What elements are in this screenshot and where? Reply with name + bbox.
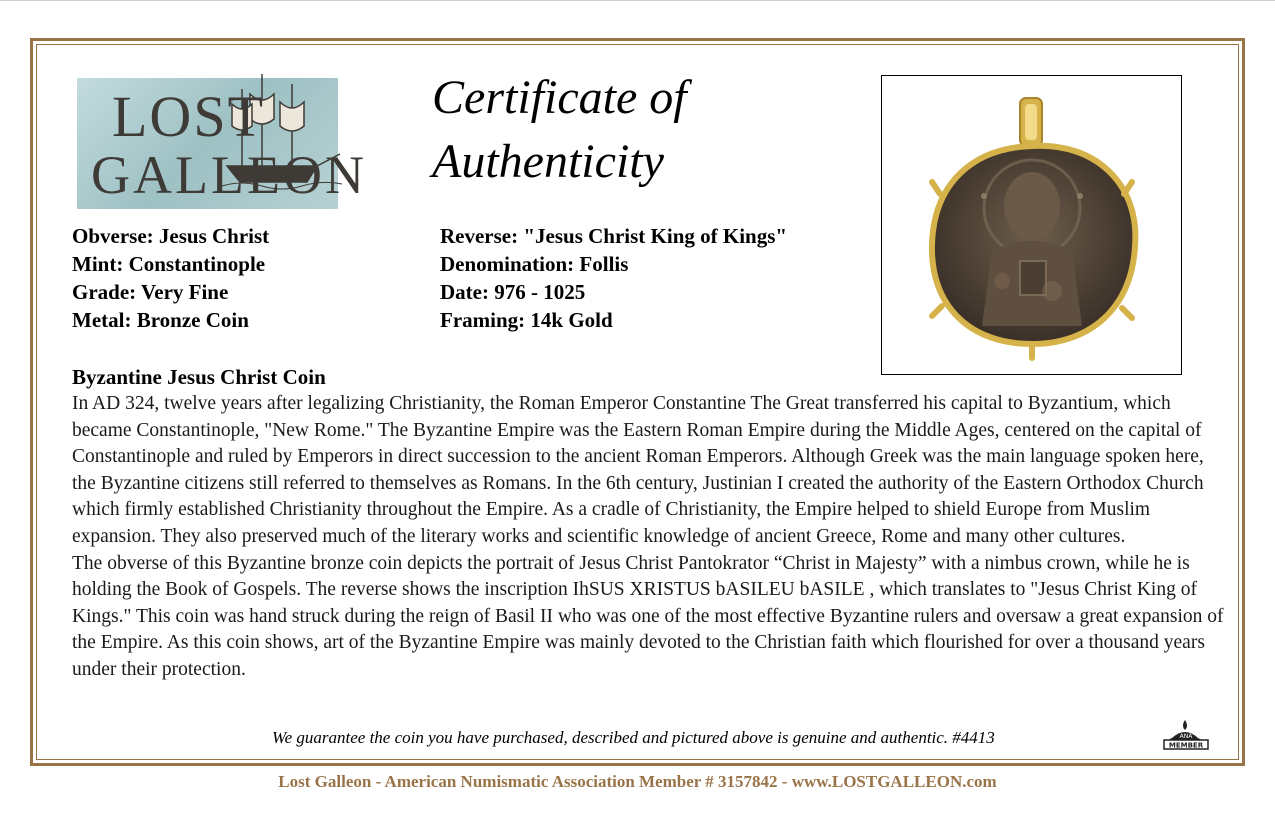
spec-reverse: Reverse: "Jesus Christ King of Kings" (440, 224, 788, 248)
spec-date: Date: 976 - 1025 (440, 280, 586, 304)
spec-obverse: Obverse: Jesus Christ (72, 224, 270, 248)
ana-badge-bottom: MEMBER (1168, 741, 1204, 750)
logo-text-galleon: GALLEON (91, 145, 367, 205)
coin-details-paragraph: The obverse of this Byzantine bronze coin depicts the portrait of Jesus Christ Pantokrator “Christ in Majesty” with a nimbus crown, while he is holding the Book of Gospels. The reverse shows the inscription IhSUS XRISTUS bASILEU bASILE , which translates to "Jesus Christ King of Kings." This coin was hand struck during the reign of Basil II who was one of the most effective Byzantine rulers and oversaw a great expansion of the Empire. As this coin shows, art of the Byzantine Empire was mainly devoted to the Christian faith which flourished for over a thousand years under their protection. (72, 552, 1224, 680)
coin-photo (881, 75, 1182, 375)
description-heading: Byzantine Jesus Christ Coin (72, 365, 326, 389)
ana-member-badge-icon (1150, 708, 1220, 756)
coin-pendant-image (882, 76, 1181, 374)
ana-badge-top: ANA (1179, 733, 1193, 740)
coin-specs-right (440, 222, 787, 334)
lost-galleon-logo (77, 78, 367, 209)
spec-framing: Framing: 14k Gold (440, 308, 613, 332)
spec-grade: Grade: Very Fine (72, 280, 229, 304)
coin-specs-left (72, 222, 269, 334)
top-border-line (0, 0, 1275, 1)
spec-denomination: Denomination: Follis (440, 252, 629, 276)
logo-text-lost: LOST (112, 84, 265, 149)
history-paragraph: In AD 324, twelve years after legalizing Christianity, the Roman Emperor Constantine The Great transferred his capital to Byzantium, which became Constantinople, "New Rome." The Byzantine Empire was the Eastern Roman Empire during the Middle Ages, centered on the capital of Constantinople and ruled by Emperors in direct succession to the ancient Roman Emperors. Although Greek was the main language spoken here, the Byzantine citizens still referred to themselves as Romans. In the 6th century, Justinian I created the authority of the Eastern Orthodox Church which firmly established Christianity throughout the Empire. As a cradle of Christianity, the Empire helped to shield Europe from Muslim expansion. They also preserved much of the literary works and scientific knowledge of ancient Greece, Rome and many other cultures. (72, 393, 1204, 547)
footer-contact: Lost Galleon - American Numismatic Association Member # 3157842 - www.LOSTGALLEON.com (278, 772, 997, 791)
authenticity-guarantee: We guarantee the coin you have purchased, described and pictured above is genuine and authentic. #4413 (272, 728, 995, 747)
certificate-title: Certificate of Authenticity (432, 71, 687, 188)
spec-mint: Mint: Constantinople (72, 252, 266, 276)
coin-description (72, 391, 1232, 684)
spec-metal: Metal: Bronze Coin (72, 308, 249, 332)
